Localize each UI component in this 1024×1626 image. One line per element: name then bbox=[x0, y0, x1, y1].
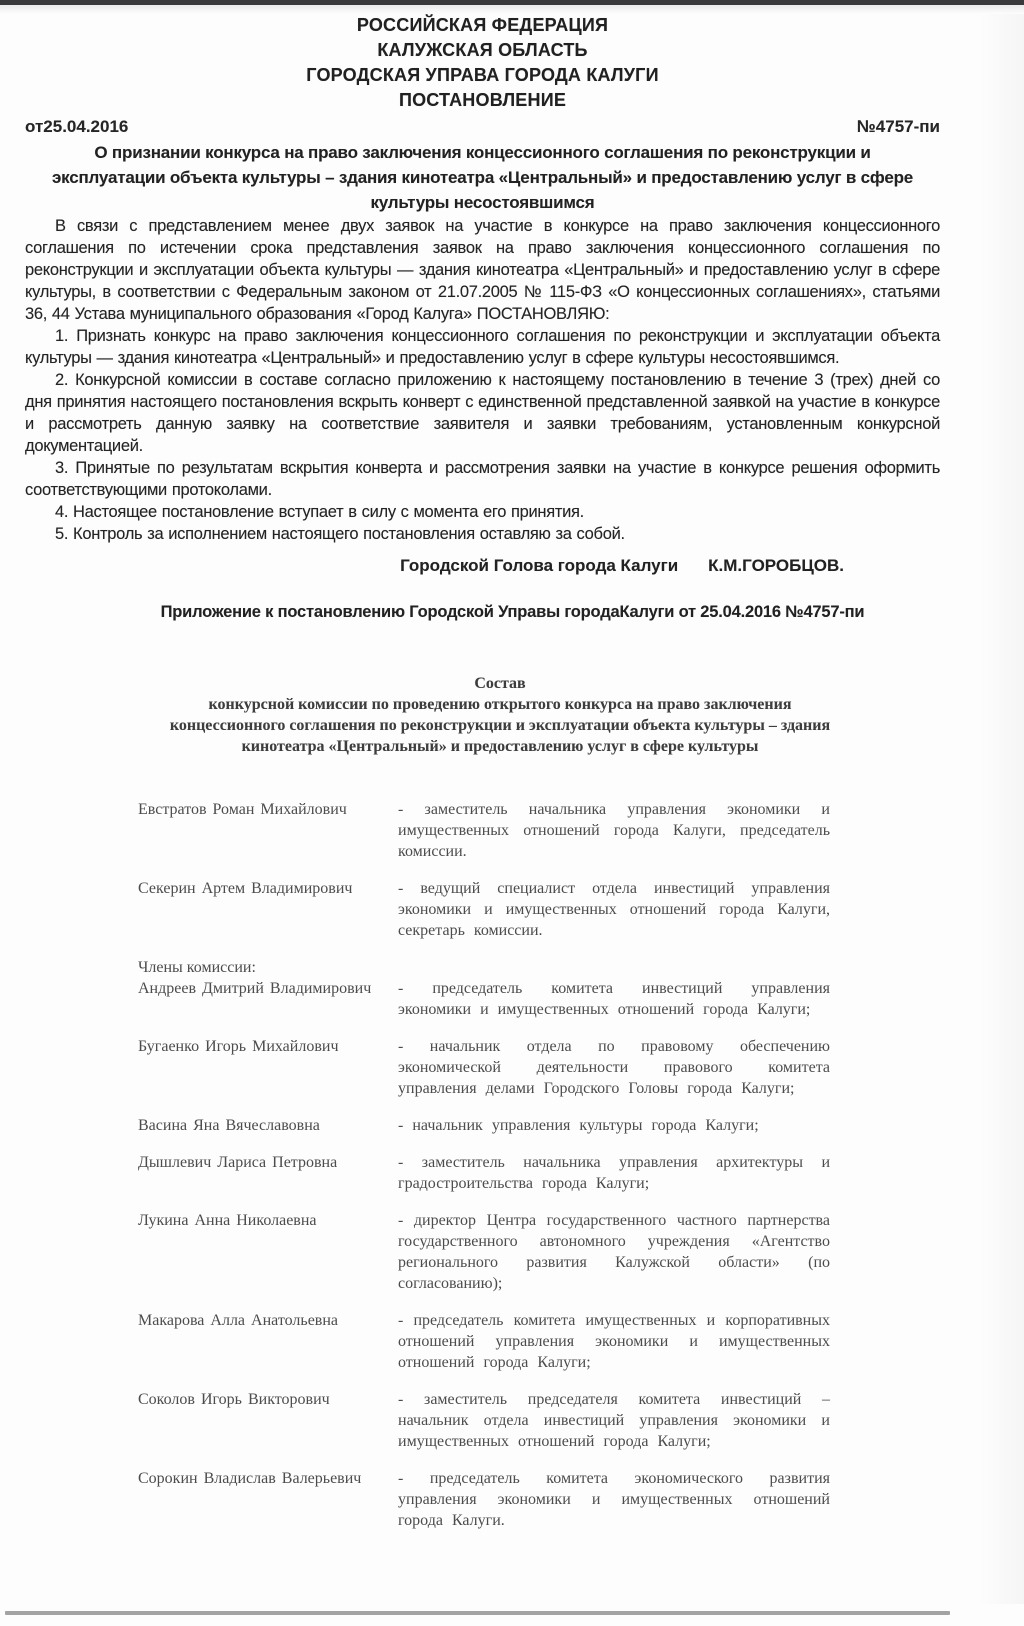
member-role: - заместитель начальника управления экономики и имущественных отношений города Калуги, председатель комиссии. bbox=[398, 801, 830, 860]
doc-header-line-authority: ГОРОДСКАЯ УПРАВА ГОРОДА КАЛУГИ bbox=[306, 65, 659, 85]
resolution-item-2: 2. Конкурсной комиссии в составе согласно приложению к настоящему постановлению в течение 3 (трех) дней со дня принятия настоящего постановления вскрыть конверт с единственной представленной заявкой на участие в конкурсе и рассмотреть данную заявку на соответствие заявителя и заявки требованиям, установленным конкурсной документацией. bbox=[25, 371, 940, 455]
member-name: Васина Яна Вячеславовна bbox=[138, 1117, 320, 1134]
member-name: Евстратов Роман Михайлович bbox=[138, 801, 347, 818]
signature-name: К.М.ГОРОБЦОВ. bbox=[708, 556, 844, 575]
member-row bbox=[138, 799, 1024, 862]
doc-number: №4757-пи bbox=[856, 117, 940, 136]
member-name: Лукина Анна Николаевна bbox=[138, 1212, 317, 1229]
member-role: - начальник управления культуры города Калуги; bbox=[398, 1117, 759, 1134]
doc-header-line-doctype: ПОСТАНОВЛЕНИЕ bbox=[398, 90, 567, 110]
doc-date: от25.04.2016 bbox=[25, 117, 129, 136]
member-name: Секерин Артем Владимирович bbox=[138, 880, 353, 897]
member-row bbox=[138, 1210, 1024, 1294]
member-row bbox=[138, 1152, 1024, 1194]
document-sheet bbox=[0, 13, 1024, 1531]
member-row bbox=[138, 878, 1024, 941]
signature-position: Городской Голова города Калуги bbox=[400, 556, 679, 575]
member-name: Бугаенко Игорь Михайлович bbox=[138, 1038, 339, 1055]
member-name: Сорокин Владислав Валерьевич bbox=[138, 1470, 362, 1487]
resolution-body bbox=[0, 13, 1024, 623]
member-role: - заместитель председателя комитета инвестиций – начальник отдела инвестиций управления экономики и имущественных отношений города Калуги; bbox=[398, 1391, 830, 1450]
member-row bbox=[138, 1115, 1024, 1136]
member-row bbox=[138, 1036, 1024, 1099]
member-role: - начальник отдела по правовому обеспечению экономической деятельности правового комитета управления делами Городского Головы города Калуги; bbox=[398, 1038, 830, 1097]
doc-header bbox=[25, 13, 940, 113]
member-role: - председатель комитета экономического развития управления экономики и имущественных отношений города Калуги. bbox=[398, 1470, 830, 1529]
member-role: - председатель комитета имущественных и корпоративных отношений управления экономики и имущественных отношений города Калуги; bbox=[398, 1312, 830, 1371]
page-bottom-rule bbox=[5, 1611, 950, 1615]
resolution-item-4: 4. Настоящее постановление вступает в силу с момента его принятия. bbox=[55, 503, 584, 521]
appendix-title-word: Состав bbox=[474, 675, 526, 692]
member-name: Андреев Дмитрий Владимирович bbox=[138, 980, 372, 997]
member-role: - ведущий специалист отдела инвестиций управления экономики и имущественных отношений города Калуги, секретарь комиссии. bbox=[398, 880, 830, 939]
member-name: Дышлевич Лариса Петровна bbox=[138, 1154, 338, 1171]
member-row bbox=[138, 1389, 1024, 1452]
doc-title: О признании конкурса на право заключения концессионного соглашения по реконструкции и эксплуатации объекта культуры – здания кинотеатра «Центральный» и предоставлению услуг в сфере культуры несостоявшимся bbox=[51, 143, 914, 212]
member-name: Соколов Игорь Викторович bbox=[138, 1391, 330, 1408]
resolution-item-3: 3. Принятые по результатам вскрытия конверта и рассмотрения заявки на участие в конкурсе решения оформить соответствующими протоколами. bbox=[25, 459, 940, 499]
appendix-reference: Приложение к постановлению Городской Управы городаКалуги от 25.04.2016 №4757-пи bbox=[160, 603, 865, 621]
member-role: - заместитель начальника управления архитектуры и градостроительства города Калуги; bbox=[398, 1154, 830, 1192]
commission-members-list bbox=[0, 799, 1024, 1531]
appendix-body bbox=[0, 673, 1024, 1531]
appendix-title bbox=[150, 673, 850, 757]
member-row bbox=[138, 978, 1024, 1020]
signature-row bbox=[25, 555, 940, 577]
doc-header-line-region: КАЛУЖСКАЯ ОБЛАСТЬ bbox=[377, 40, 588, 60]
commission-members-label: Члены комиссии: bbox=[138, 959, 256, 976]
member-row bbox=[138, 1310, 1024, 1373]
member-name: Макарова Алла Анатольевна bbox=[138, 1312, 339, 1329]
resolution-item-5: 5. Контроль за исполнением настоящего постановления оставляю за собой. bbox=[55, 525, 625, 543]
preamble-paragraph: В связи с представлением менее двух заявок на участие в конкурсе на право заключения концессионного соглашения по истечении срока представления заявок на право заключения концессионного соглашения по реконструкции и эксплуатации объекта культуры — здания кинотеатра «Центральный» и предоставлению услуг в сфере культуры, в соответствии с Федеральным законом от 21.07.2005 № 115-ФЗ «О концессионных соглашениях», статьями 36, 44 Устава муниципального образования «Город Калуга» ПОСТАНОВЛЯЮ: bbox=[25, 217, 940, 323]
member-row bbox=[138, 1468, 1024, 1531]
doc-meta-row bbox=[25, 116, 940, 138]
appendix-title-text: конкурсной комиссии по проведению открытого конкурса на право заключения концессионного соглашения по реконструкции и эксплуатации объекта культуры – здания кинотеатра «Центральный» и предоставлению услуг в сфере культуры bbox=[169, 696, 831, 755]
doc-header-line-country: РОССИЙСКАЯ ФЕДЕРАЦИЯ bbox=[356, 15, 609, 35]
resolution-item-1: 1. Признать конкурс на право заключения концессионного соглашения по реконструкции и эксплуатации объекта культуры — здания кинотеатра «Центральный» и предоставлению услуг в сфере культуры несостоявшимся. bbox=[25, 327, 940, 367]
member-role: - директор Центра государственного частного партнерства государственного автономного учреждения «Агентство регионального развития Калужской области» (по согласованию); bbox=[398, 1212, 830, 1292]
member-role: - председатель комитета инвестиций управления экономики и имущественных отношений города Калуги; bbox=[398, 980, 830, 1018]
